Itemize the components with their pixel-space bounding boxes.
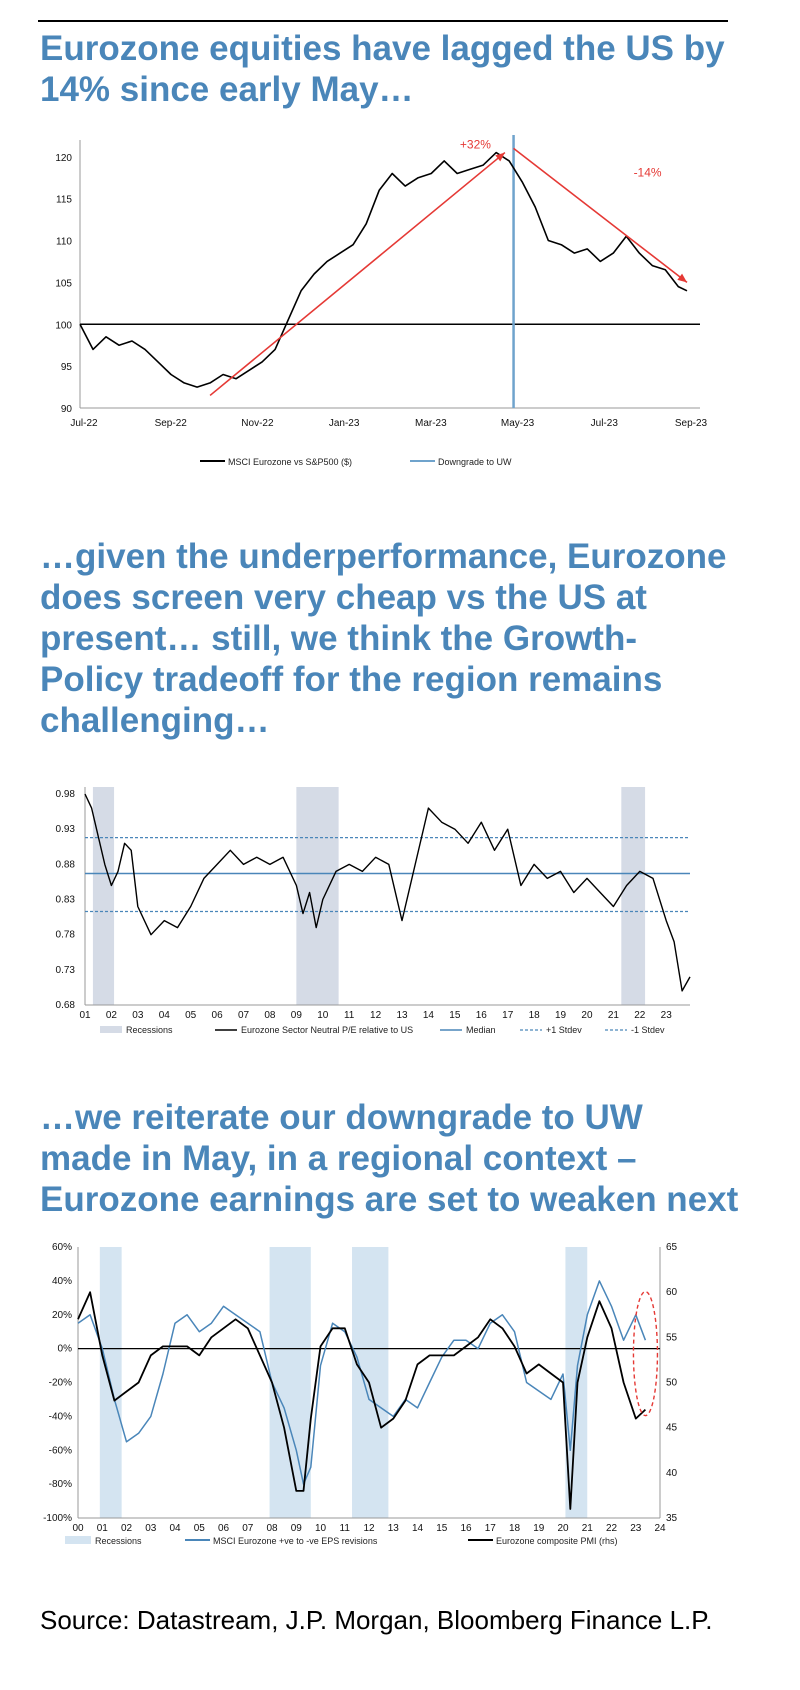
y-tick-label: 120: [55, 152, 72, 164]
legend-label-msci: MSCI Eurozone vs S&P500 ($): [228, 457, 353, 467]
y-right-tick-label: 50: [666, 1377, 678, 1389]
y-tick-label: 115: [56, 194, 72, 206]
y-tick-label: 0.93: [55, 824, 75, 836]
y-left-tick-label: 60%: [51, 1242, 72, 1253]
y-right-tick-label: 40: [666, 1467, 678, 1479]
x-tick-label: 09: [290, 1523, 302, 1534]
x-tick-label: 03: [145, 1523, 157, 1534]
x-tick-label: 16: [460, 1523, 472, 1534]
x-tick-label: Sep-22: [154, 418, 187, 429]
x-tick-label: 13: [396, 1010, 408, 1021]
x-tick-label: 09: [290, 1010, 302, 1021]
x-tick-label: 07: [242, 1523, 254, 1534]
y-left-tick-label: 20%: [51, 1309, 72, 1321]
legend-label: Recessions: [126, 1025, 173, 1035]
x-tick-label: 15: [449, 1010, 461, 1021]
x-tick-label: 12: [370, 1010, 382, 1021]
x-tick-label: 00: [72, 1523, 84, 1534]
top-rule: [38, 20, 728, 22]
x-tick-label: 22: [605, 1523, 618, 1534]
x-tick-label: 04: [169, 1523, 181, 1534]
y-left-tick-label: -100%: [43, 1513, 72, 1524]
x-tick-label: 14: [422, 1010, 435, 1021]
x-tick-label: 10: [317, 1010, 329, 1021]
x-tick-label: 22: [634, 1010, 646, 1021]
x-tick-label: 18: [508, 1523, 521, 1534]
x-tick-label: 08: [266, 1523, 278, 1534]
x-tick-label: 13: [387, 1523, 399, 1534]
heading-3: …we reiterate our downgrade to UW made in May, in a regional context – Eurozone earnings are set to weaken next: [40, 1098, 739, 1219]
legend-label: Eurozone composite PMI (rhs): [496, 1536, 618, 1546]
x-tick-label: Mar-23: [415, 418, 447, 429]
x-tick-label: 10: [314, 1523, 327, 1534]
heading-1: Eurozone equities have lagged the US by 14% since early May…: [40, 29, 725, 109]
trend-arrow-label: -14%: [633, 165, 662, 180]
x-tick-label: 19: [533, 1523, 545, 1534]
y-tick-label: 0.73: [55, 964, 75, 976]
x-tick-label: 06: [211, 1010, 223, 1021]
legend-label-downgrade: Downgrade to UW: [438, 457, 512, 467]
y-tick-label: 0.83: [55, 894, 75, 906]
x-tick-label: Jul-23: [590, 418, 618, 429]
y-tick-label: 0.88: [55, 859, 75, 871]
x-tick-label: Nov-22: [241, 418, 274, 429]
x-tick-label: 18: [528, 1010, 540, 1021]
trend-arrow-label: +32%: [459, 137, 491, 152]
x-tick-label: 21: [607, 1010, 619, 1021]
x-tick-label: 01: [96, 1523, 108, 1534]
highlight-ellipse: [633, 1292, 657, 1416]
x-tick-label: 24: [654, 1523, 666, 1534]
x-tick-label: 23: [630, 1523, 642, 1534]
x-tick-label: 23: [660, 1010, 672, 1021]
y-tick-label: 105: [55, 278, 72, 290]
x-tick-label: 07: [237, 1010, 250, 1021]
recession-band: [296, 787, 338, 1005]
y-right-tick-label: 55: [666, 1332, 678, 1344]
recession-band: [621, 787, 645, 1005]
heading-2: …given the underperformance, Eurozone does screen very cheap vs the US at present… still, we think the Growth-Policy tradeoff for the region remains challenging…: [40, 537, 727, 740]
legend-swatch-recessions: [65, 1536, 91, 1544]
x-tick-label: 02: [120, 1523, 133, 1534]
x-tick-label: 17: [502, 1010, 514, 1021]
y-right-tick-label: 45: [666, 1422, 678, 1434]
x-tick-label: 01: [79, 1010, 91, 1021]
chart-pe-relative: [0, 775, 800, 1075]
y-left-tick-label: -40%: [48, 1411, 72, 1423]
legend-label: +1 Stdev: [546, 1025, 582, 1035]
legend-label: MSCI Eurozone +ve to -ve EPS revisions: [213, 1536, 378, 1546]
y-tick-label: 110: [56, 236, 72, 248]
y-left-tick-label: -60%: [48, 1445, 72, 1457]
x-tick-label: Jul-22: [70, 418, 98, 429]
x-tick-label: 11: [339, 1523, 350, 1534]
x-tick-label: 21: [581, 1523, 593, 1534]
y-tick-label: 0.98: [55, 789, 75, 801]
x-tick-label: 16: [475, 1010, 487, 1021]
source-note: Source: Datastream, J.P. Morgan, Bloomberg Finance L.P.: [40, 1605, 713, 1635]
x-tick-label: 02: [105, 1010, 117, 1021]
legend-label: Recessions: [95, 1536, 142, 1546]
recession-band: [93, 787, 114, 1005]
chart-eurozone-vs-us: [0, 130, 800, 485]
x-tick-label: 19: [554, 1010, 567, 1021]
x-tick-label: 20: [557, 1523, 569, 1534]
series-line-msci-eurozone-vs-sp500: [80, 153, 687, 388]
recession-band: [352, 1247, 388, 1518]
y-left-tick-label: 0%: [57, 1343, 72, 1355]
y-left-tick-label: 40%: [51, 1275, 72, 1287]
y-right-tick-label: 60: [666, 1287, 678, 1299]
x-tick-label: 05: [193, 1523, 205, 1534]
x-tick-label: 14: [411, 1523, 424, 1534]
x-tick-label: 06: [217, 1523, 230, 1534]
chart-eps-revisions-pmi: [0, 1235, 800, 1595]
y-tick-label: 90: [60, 404, 72, 415]
trend-arrow-line: [210, 153, 505, 396]
trend-arrow-head: [677, 274, 687, 283]
x-tick-label: Jan-23: [328, 418, 360, 429]
y-tick-label: 0.78: [55, 929, 75, 941]
series-line-pe-relative: [85, 794, 690, 991]
legend-label: -1 Stdev: [631, 1025, 665, 1035]
y-tick-label: 100: [55, 320, 72, 332]
x-tick-label: 12: [363, 1523, 375, 1534]
legend-label: Eurozone Sector Neutral P/E relative to US: [241, 1025, 414, 1035]
x-tick-label: 17: [484, 1523, 496, 1534]
y-tick-label: 95: [60, 362, 72, 374]
x-tick-label: 05: [185, 1010, 197, 1021]
x-tick-label: 15: [436, 1523, 448, 1534]
y-right-tick-label: 65: [666, 1242, 678, 1253]
x-tick-label: 03: [132, 1010, 144, 1021]
x-tick-label: 20: [581, 1010, 593, 1021]
x-tick-label: Sep-23: [674, 418, 708, 429]
x-tick-label: May-23: [500, 418, 535, 429]
y-left-tick-label: -20%: [48, 1377, 72, 1389]
legend-swatch-recessions: [100, 1026, 122, 1033]
x-tick-label: 11: [343, 1010, 355, 1021]
x-tick-label: 04: [158, 1010, 170, 1021]
legend-label: Median: [466, 1025, 496, 1035]
y-right-tick-label: 35: [666, 1513, 678, 1524]
x-tick-label: 08: [264, 1010, 276, 1021]
y-tick-label: 0.68: [55, 1000, 75, 1011]
y-left-tick-label: -80%: [48, 1479, 72, 1491]
